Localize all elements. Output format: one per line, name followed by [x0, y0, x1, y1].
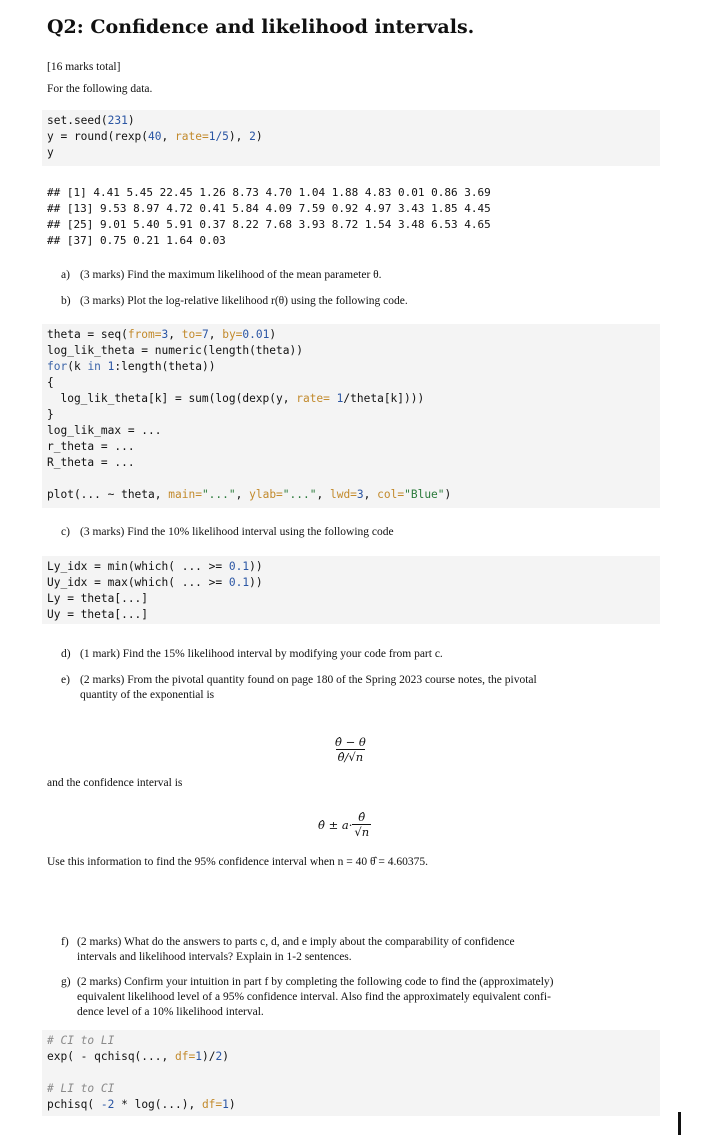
- code-line: log_lik_max = ...: [47, 424, 162, 437]
- code-line: [47, 471, 655, 487]
- output-line: ## [37] 0.75 0.21 1.64 0.03: [47, 234, 226, 247]
- use-info-text: Use this information to find the 95% confidence interval when n = 40 θ̂ = 4.60375.: [47, 856, 428, 868]
- question-g-text-2: equivalent likelihood level of a 95% confidence interval. Also find the approximately equivalent confi-: [77, 991, 551, 1003]
- question-b-text: (3 marks) Plot the log-relative likelihood r(θ) using the following code.: [80, 295, 408, 307]
- question-d-text: (1 mark) Find the 15% likelihood interval by modifying your code from part c.: [80, 648, 443, 660]
- code-block-interval: [42, 556, 660, 624]
- intro-text: For the following data.: [47, 83, 153, 95]
- code-comment: # LI to CI: [47, 1082, 115, 1095]
- pivot-denominator: θ̂/√n: [337, 750, 364, 764]
- question-g-text-1: (2 marks) Confirm your intuition in part f by completing the following code to find the (approximately): [77, 976, 554, 988]
- ci-left: θ̂ ± a·: [318, 817, 353, 832]
- code-block-likelihood: [42, 324, 660, 508]
- question-b-label: b): [61, 295, 71, 307]
- ci-intro-text: and the confidence interval is: [47, 777, 183, 789]
- code-line: exp( - qchisq(..., df=1)/2): [47, 1050, 229, 1063]
- ci-denominator: √n: [354, 825, 370, 839]
- code-line: plot(... ~ theta, main="...", ylab="...", lwd=3, col="Blue"): [47, 488, 452, 501]
- code-line: {: [47, 376, 54, 389]
- question-g-text-3: dence level of a 10% likelihood interval.: [77, 1006, 264, 1018]
- question-f-text-2: intervals and likelihood intervals? Explain in 1-2 sentences.: [77, 951, 352, 963]
- code-block-chisq: [42, 1030, 660, 1116]
- question-f-label: f): [61, 936, 69, 948]
- question-e-text-2: quantity of the exponential is: [80, 689, 215, 701]
- code-line: set.seed(231): [47, 114, 135, 127]
- output-line: ## [1] 4.41 5.45 22.45 1.26 8.73 4.70 1.04 1.88 4.83 0.01 0.86 3.69: [47, 186, 491, 199]
- question-g-label: g): [61, 976, 71, 988]
- code-line: }: [47, 408, 54, 421]
- code-line: theta = seq(from=3, to=7, by=0.01): [47, 328, 277, 341]
- code-line: Uy_idx = max(which( ... >= 0.1)): [47, 576, 263, 589]
- code-line: Ly = theta[...]: [47, 592, 149, 605]
- question-e-text-1: (2 marks) From the pivotal quantity found on page 180 of the Spring 2023 course notes, the pivotal: [80, 674, 537, 686]
- code-comment: # CI to LI: [47, 1034, 115, 1047]
- code-line: Ly_idx = min(which( ... >= 0.1)): [47, 560, 263, 573]
- code-line: y = round(rexp(40, rate=1/5), 2): [47, 130, 263, 143]
- pivotal-quantity-formula: [333, 735, 368, 764]
- code-line: log_lik_theta = numeric(length(theta)): [47, 344, 303, 357]
- question-f-text-1: (2 marks) What do the answers to parts c, d, and e imply about the comparability of confidence: [77, 936, 515, 948]
- code-line: pchisq( -2 * log(...), df=1): [47, 1098, 236, 1111]
- question-d-label: d): [61, 648, 71, 660]
- question-e-label: e): [61, 674, 70, 686]
- output-line: ## [25] 9.01 5.40 5.91 0.37 8.22 7.68 3.93 8.72 1.54 3.48 6.53 4.65: [47, 218, 491, 231]
- pivot-numerator: θ̂ − θ: [335, 735, 366, 749]
- code-line: y: [47, 146, 54, 159]
- ci-numerator: θ̂: [358, 810, 366, 824]
- code-line: Uy = theta[...]: [47, 608, 149, 621]
- question-a-label: a): [61, 269, 70, 281]
- r-output: [47, 185, 491, 249]
- question-a-text: (3 marks) Find the maximum likelihood of the mean parameter θ.: [80, 269, 382, 281]
- output-line: ## [13] 9.53 8.97 4.72 0.41 5.84 4.09 7.59 0.92 4.97 3.43 1.85 4.45: [47, 202, 491, 215]
- code-line: log_lik_theta[k] = sum(log(dexp(y, rate= 1/theta[k]))): [47, 392, 425, 405]
- code-blank: [47, 1065, 655, 1081]
- question-c-text: (3 marks) Find the 10% likelihood interval using the following code: [80, 526, 394, 538]
- code-line: R_theta = ...: [47, 456, 135, 469]
- code-line: r_theta = ...: [47, 440, 135, 453]
- code-block-seed: [42, 110, 660, 166]
- confidence-interval-formula: [318, 810, 371, 839]
- code-line: for(k in 1:length(theta)): [47, 360, 216, 373]
- marks-total: [16 marks total]: [47, 61, 121, 73]
- text-cursor: [678, 1112, 681, 1135]
- question-title: Q2: Confidence and likelihood intervals.: [47, 16, 475, 38]
- question-c-label: c): [61, 526, 70, 538]
